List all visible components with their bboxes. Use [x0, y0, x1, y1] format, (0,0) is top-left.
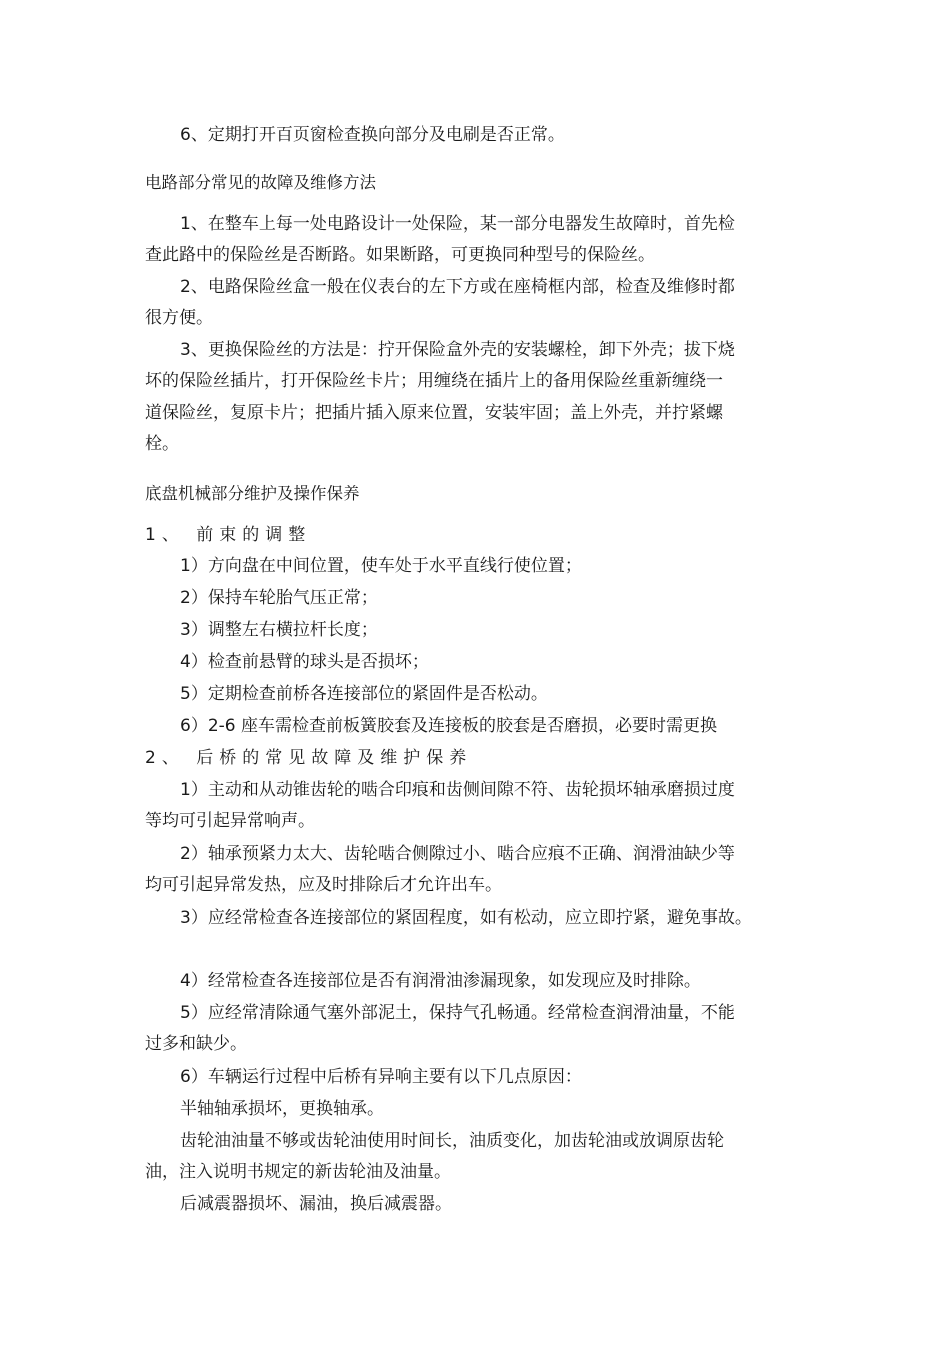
text-line: 齿轮油油量不够或齿轮油使用时间长，油质变化，加齿轮油或放调原齿轮 — [180, 1131, 724, 1151]
section-heading: 电路部分常见的故障及维修方法 — [145, 173, 376, 192]
list-item: 6）车辆运行过程中后桥有异响主要有以下几点原因： — [180, 1067, 582, 1087]
list-item: 2）保持车轮胎气压正常； — [180, 588, 378, 608]
text-line: 坏的保险丝插片，打开保险丝卡片；用缠绕在插片上的备用保险丝重新缠绕一 — [145, 371, 723, 391]
text-line: 1、在整车上每一处电路设计一处保险，某一部分电器发生故障时，首先检 — [180, 214, 735, 234]
text-line: 2、电路保险丝盒一般在仪表台的左下方或在座椅框内部，检查及维修时都 — [180, 277, 735, 297]
text-line: 后减震器损坏、漏油，换后减震器。 — [180, 1194, 452, 1214]
text-line: 查此路中的保险丝是否断路。如果断路，可更换同种型号的保险丝。 — [145, 245, 655, 265]
text-line: 均可引起异常发热，应及时排除后才允许出车。 — [145, 875, 502, 895]
list-item: 3）调整左右横拉杆长度； — [180, 620, 378, 640]
text-line: 过多和缺少。 — [145, 1034, 247, 1054]
text-line: 3、更换保险丝的方法是：拧开保险盒外壳的安装螺栓，卸下外壳；拔下烧 — [180, 340, 735, 360]
subsection-heading: 2、 后桥的常见故障及维护保养 — [145, 748, 473, 768]
text-line: 栓。 — [145, 434, 179, 454]
section-heading: 底盘机械部分维护及操作保养 — [145, 484, 360, 503]
list-item: 5）定期检查前桥各连接部位的紧固件是否松动。 — [180, 684, 548, 704]
list-item: 5）应经常清除通气塞外部泥土，保持气孔畅通。经常检查润滑油量，不能 — [180, 1003, 735, 1023]
text-line: 半轴轴承损坏，更换轴承。 — [180, 1099, 384, 1119]
list-item: 6）2-6 座车需检查前板簧胶套及连接板的胶套是否磨损，必要时需更换 — [180, 716, 717, 736]
text-line: 6、定期打开百页窗检查换向部分及电刷是否正常。 — [180, 125, 565, 145]
list-item: 3）应经常检查各连接部位的紧固程度，如有松动，应立即拧紧，避免事故。 — [180, 908, 752, 928]
text-line: 油，注入说明书规定的新齿轮油及油量。 — [145, 1162, 451, 1182]
list-item: 4）检查前悬臂的球头是否损坏； — [180, 652, 429, 672]
list-item: 2）轴承预紧力太大、齿轮啮合侧隙过小、啮合应痕不正确、润滑油缺少等 — [180, 844, 735, 864]
list-item: 4）经常检查各连接部位是否有润滑油渗漏现象，如发现应及时排除。 — [180, 971, 701, 991]
text-line: 很方便。 — [145, 308, 213, 328]
subsection-heading: 1、 前束的调整 — [145, 525, 312, 545]
text-line: 等均可引起异常响声。 — [145, 811, 315, 831]
list-item: 1）主动和从动锥齿轮的啮合印痕和齿侧间隙不符、齿轮损坏轴承磨损过度 — [180, 780, 735, 800]
list-item: 1）方向盘在中间位置，使车处于水平直线行使位置； — [180, 556, 582, 576]
text-line: 道保险丝，复原卡片；把插片插入原来位置，安装牢固；盖上外壳，并拧紧螺 — [145, 403, 723, 423]
